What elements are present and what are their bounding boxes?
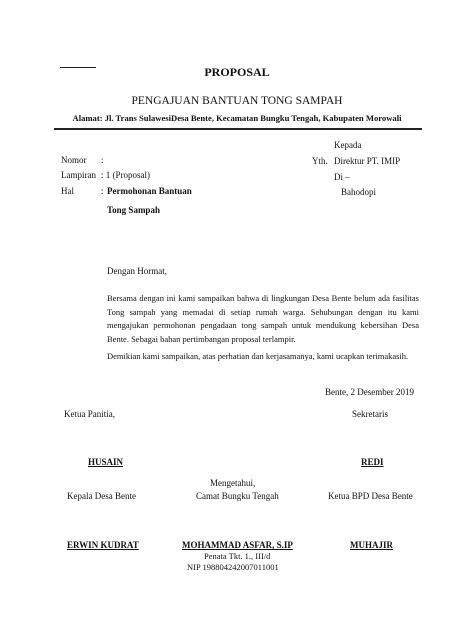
letter-date: Bente, 2 Desember 2019 [325,387,414,397]
yth-label: Yth. [312,156,328,166]
greeting: Dengan Hormat, [107,266,167,276]
body-paragraph-1: Bersama dengan ini kami sampaikan bahwa di lingkungan Desa Bente belum ada fasilitas Tong sampah yang memadai di setiap rumah warga. Sehubungan dengan itu kami mengajukan permohonan pengadaan tong sampah untuk mendukung kebersihan Desa Bente. Sebagai bahan pertimbangan proposal terlampir. [107,293,419,344]
recipient-place: Bahodopi [341,187,376,197]
bpd-title: Ketua BPD Desa Bente [328,491,413,501]
nomor-label: Nomor [61,155,87,165]
kades-title: Kepala Desa Bente [67,491,136,501]
ketua-title: Ketua Panitia, [64,409,115,419]
sekretaris-title: Sekretaris [352,409,388,419]
hal-line-1: Permohonan Bantuan [107,186,192,196]
lampiran-value: : 1 (Proposal) [101,170,150,180]
ketua-name: HUSAIN [88,457,124,467]
address-divider [54,128,422,130]
hal-line-2: Tong Sampah [107,205,160,215]
mengetahui-label: Mengetahui, [210,478,256,488]
document-title: PROPOSAL [204,65,270,79]
recipient-name: Direktur PT. IMIP [334,156,401,166]
kades-name: ERWIN KUDRAT [67,540,139,550]
nomor-value: : [101,155,104,165]
address-line: Alamat: Jl. Trans SulawesiDesa Bente, Kecamatan Bungku Tengah, Kabupaten Morowali [72,113,402,123]
bpd-name: MUHAJIR [350,540,393,550]
camat-title: Camat Bungku Tengah [196,491,279,501]
di-label: Di – [334,172,350,182]
camat-name: MOHAMMAD ASFAR, S.IP [182,540,293,550]
hal-label: Hal [61,186,74,196]
kepada-label: Kepada [334,140,362,150]
sekretaris-name: REDI [361,457,384,467]
body-paragraph-2: Demikian kami sampaikan, atas perhatian dan kerjasamanya, kami ucapkan terimakasih. [107,351,409,361]
document-subject: PENGAJUAN BANTUAN TONG SAMPAH [131,95,343,107]
camat-nip: NIP 198804242007011001 [187,562,279,572]
hal-colon: : [101,186,104,196]
lampiran-label: Lampiran [61,170,96,180]
camat-rank: Penata Tkt. 1., III/d [204,551,271,561]
